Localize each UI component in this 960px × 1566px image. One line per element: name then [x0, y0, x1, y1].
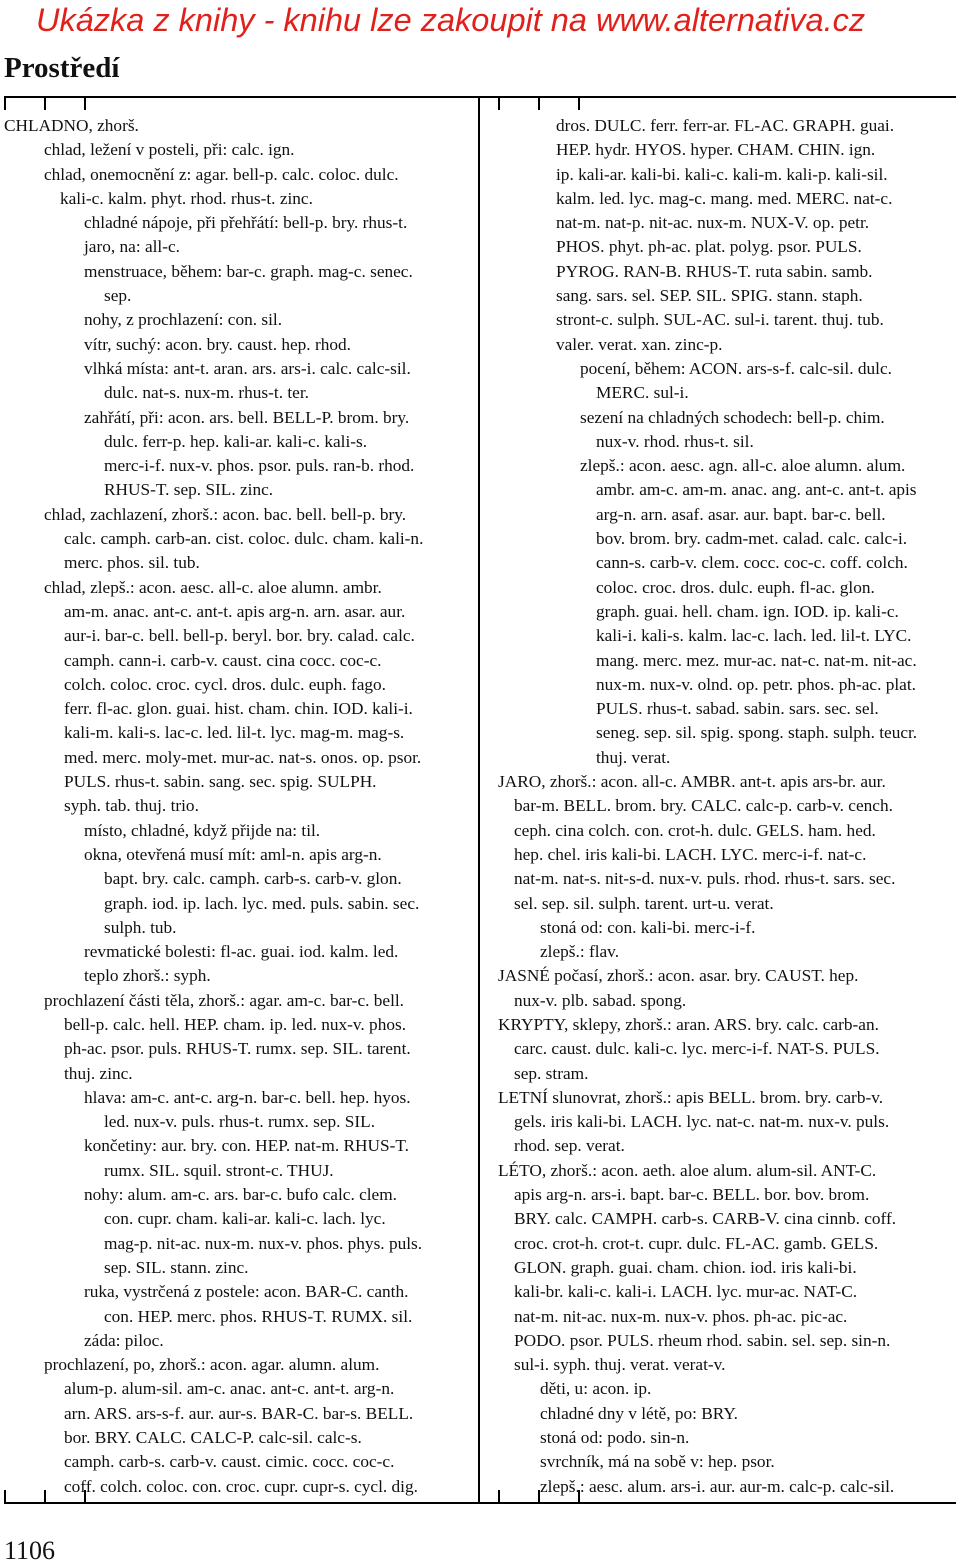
- text-line: graph. iod. ip. lach. lyc. med. puls. sabin. sec.: [104, 893, 420, 913]
- text-line: PODO. psor. PULS. rheum rhod. sabin. sel. sep. sin-n.: [514, 1330, 891, 1350]
- text-line: PHOS. phyt. ph-ac. plat. polyg. psor. PULS.: [556, 237, 862, 257]
- text-line: chlad, zlepš.: acon. aesc. all-c. aloe alumn. ambr.: [44, 577, 382, 597]
- rule-tick: [578, 96, 580, 110]
- rule-tick: [44, 96, 46, 110]
- text-line: mag-p. nit-ac. nux-m. nux-v. phos. phys. puls.: [104, 1233, 423, 1253]
- promo-banner[interactable]: Ukázka z knihy - knihu lze zakoupit na www.alternativa.cz: [36, 2, 866, 38]
- text-line: sulph. tub.: [104, 917, 177, 937]
- text-line: sang. sars. sel. SEP. SIL. SPIG. stann. staph.: [556, 286, 863, 306]
- text-line: sep.: [104, 286, 132, 306]
- text-line: sezení na chladných schodech: bell-p. chim.: [580, 407, 885, 427]
- text-line: arg-n. arn. asaf. asar. aur. bapt. bar-c. bell.: [596, 504, 886, 524]
- text-line: arn. ARS. ars-s-f. aur. aur-s. BAR-C. bar-s. BELL.: [64, 1403, 414, 1423]
- text-line: hlava: am-c. ant-c. arg-n. bar-c. bell. hep. hyos.: [84, 1087, 411, 1107]
- text-line: med. merc. moly-met. mur-ac. nat-s. onos. op. psor.: [64, 747, 422, 767]
- text-line: vlhká místa: ant-t. aran. ars. ars-i. calc. calc-sil.: [84, 358, 411, 378]
- text-line: sel. sep. sil. sulph. tarent. urt-u. verat.: [514, 893, 774, 913]
- text-line: zlepš.: flav.: [540, 942, 620, 962]
- text-line: děti, u: acon. ip.: [540, 1379, 652, 1399]
- text-line: bor. BRY. CALC. CALC-P. calc-sil. calc-s.: [64, 1428, 362, 1448]
- text-line: BRY. calc. CAMPH. carb-s. CARB-V. cina cinnb. coff.: [514, 1209, 897, 1229]
- bottom-rule: [4, 1502, 956, 1504]
- column-divider: [478, 96, 480, 1504]
- text-line: dulc. nat-s. nux-m. rhus-t. ter.: [104, 383, 309, 403]
- text-line: hep. chel. iris kali-bi. LACH. LYC. merc-i-f. nat-c.: [514, 844, 867, 864]
- left-column: [4, 114, 460, 1499]
- text-line: zlepš.: aesc. alum. ars-i. aur. aur-m. calc-p. calc-sil.: [540, 1476, 895, 1496]
- rule-tick: [84, 96, 86, 110]
- text-line: teplo zhorš.: syph.: [84, 966, 211, 986]
- text-line: nux-v. rhod. rhus-t. sil.: [596, 431, 754, 451]
- section-title: Prostředí: [4, 52, 120, 84]
- text-line: camph. cann-i. carb-v. caust. cina cocc. coc-c.: [64, 650, 382, 670]
- text-line: seneg. sep. sil. spig. spong. staph. sulph. teucr.: [596, 723, 918, 743]
- text-line: dros. DULC. ferr. ferr-ar. FL-AC. GRAPH. guai.: [556, 116, 895, 135]
- text-line: revmatické bolesti: fl-ac. guai. iod. kalm. led.: [84, 942, 399, 962]
- text-line: bov. brom. bry. cadm-met. calad. calc. calc-i.: [596, 529, 908, 549]
- text-line: GLON. graph. guai. cham. chion. iod. iris kali-bi.: [514, 1257, 857, 1277]
- text-line: prochlazení části těla, zhorš.: agar. am-c. bar-c. bell.: [44, 990, 404, 1010]
- text-line: PULS. rhus-t. sabin. sang. sec. spig. SULPH.: [64, 772, 377, 792]
- text-line: sul-i. syph. thuj. verat. verat-v.: [514, 1355, 726, 1375]
- text-line: croc. crot-h. crot-t. cupr. dulc. FL-AC. gamb. GELS.: [514, 1233, 879, 1253]
- rule-tick: [4, 96, 6, 110]
- text-line: con. HEP. merc. phos. RHUS-T. RUMX. sil.: [104, 1306, 413, 1326]
- text-line: stront-c. sulph. SUL-AC. sul-i. tarent. thuj. tub.: [556, 310, 884, 330]
- text-line: ferr. fl-ac. glon. guai. hist. cham. chin. IOD. kali-i.: [64, 699, 413, 719]
- text-line: HEP. hydr. HYOS. hyper. CHAM. CHIN. ign.: [556, 140, 876, 160]
- text-line: ceph. cina colch. con. crot-h. dulc. GELS. ham. hed.: [514, 820, 876, 840]
- text-line: stoná od: podo. sin-n.: [540, 1428, 690, 1448]
- right-column: [498, 114, 952, 1499]
- text-line: nat-m. nat-s. nit-s-d. nux-v. puls. rhod. rhus-t. sars. sec.: [514, 869, 896, 889]
- text-line: nohy, z prochlazení: con. sil.: [84, 310, 283, 330]
- text-line: JASNÉ počasí, zhorš.: acon. asar. bry. CAUST. hep.: [498, 966, 859, 986]
- text-line: ruka, vystrčená z postele: acon. BAR-C. canth.: [84, 1282, 409, 1302]
- text-line: mang. merc. mez. mur-ac. nat-c. nat-m. nit-ac.: [596, 650, 917, 670]
- text-line: svrchník, má na sobě v: hep. psor.: [540, 1452, 775, 1472]
- text-line: dulc. ferr-p. hep. kali-ar. kali-c. kali-s.: [104, 431, 368, 451]
- text-line: CHLADNO, zhorš.: [4, 116, 139, 135]
- text-line: chlad, onemocnění z: agar. bell-p. calc. coloc. dulc.: [44, 164, 399, 184]
- page-number: 1106: [4, 1536, 56, 1565]
- text-line: nux-m. nux-v. olnd. op. petr. phos. ph-ac. plat.: [596, 674, 916, 694]
- text-line: nat-m. nit-ac. nux-m. nux-v. phos. ph-ac. pic-ac.: [514, 1306, 848, 1326]
- text-line: apis arg-n. ars-i. bapt. bar-c. BELL. bor. bov. brom.: [514, 1185, 870, 1205]
- text-line: chladné dny v létě, po: BRY.: [540, 1403, 738, 1423]
- text-line: ambr. am-c. am-m. anac. ang. ant-c. ant-t. apis: [596, 480, 917, 500]
- text-line: coloc. croc. dros. dulc. euph. fl-ac. glon.: [596, 577, 875, 597]
- text-line: LÉTO, zhorš.: acon. aeth. aloe alum. alum-sil. ANT-C.: [498, 1160, 877, 1180]
- text-line: kali-i. kali-s. kalm. lac-c. lach. led. lil-t. LYC.: [596, 626, 912, 646]
- text-line: thuj. zinc.: [64, 1063, 133, 1083]
- text-line: led. nux-v. puls. rhus-t. rumx. sep. SIL.: [104, 1112, 376, 1132]
- text-line: kali-c. kalm. phyt. rhod. rhus-t. zinc.: [60, 188, 313, 208]
- text-line: RHUS-T. sep. SIL. zinc.: [104, 480, 274, 500]
- text-line: vítr, suchý: acon. bry. caust. hep. rhod.: [84, 334, 351, 354]
- text-line: colch. coloc. croc. cycl. dros. dulc. euph. fago.: [64, 674, 386, 694]
- text-line: JARO, zhorš.: acon. all-c. AMBR. ant-t. apis ars-br. aur.: [498, 772, 886, 792]
- text-line: nat-m. nat-p. nit-ac. nux-m. NUX-V. op. petr.: [556, 213, 870, 233]
- text-line: syph. tab. thuj. trio.: [64, 796, 199, 816]
- text-line: am-m. anac. ant-c. ant-t. apis arg-n. arn. asar. aur.: [64, 601, 406, 621]
- text-line: gels. iris kali-bi. LACH. lyc. nat-c. nat-m. nux-v. puls.: [514, 1112, 890, 1132]
- text-line: zahřátí, při: acon. ars. bell. BELL-P. brom. bry.: [84, 407, 410, 427]
- text-line: chladné nápoje, při přehřátí: bell-p. bry. rhus-t.: [84, 213, 408, 233]
- text-line: nohy: alum. am-c. ars. bar-c. bufo calc. clem.: [84, 1185, 397, 1205]
- text-line: cann-s. carb-v. clem. cocc. coc-c. coff. colch.: [596, 553, 908, 573]
- top-rule: [4, 96, 956, 98]
- text-line: bell-p. calc. hell. HEP. cham. ip. led. nux-v. phos.: [64, 1014, 407, 1034]
- text-line: kalm. led. lyc. mag-c. mang. med. MERC. nat-c.: [556, 188, 893, 208]
- text-line: kali-m. kali-s. lac-c. led. lil-t. lyc. mag-m. mag-s.: [64, 723, 405, 743]
- text-line: valer. verat. xan. zinc-p.: [556, 334, 723, 354]
- text-line: menstruace, během: bar-c. graph. mag-c. senec.: [84, 261, 413, 281]
- text-line: kali-br. kali-c. kali-i. LACH. lyc. mur-ac. NAT-C.: [514, 1282, 858, 1302]
- rule-tick: [498, 96, 500, 110]
- text-line: aur-i. bar-c. bell. bell-p. beryl. bor. bry. calad. calc.: [64, 626, 415, 646]
- text-line: calc. camph. carb-an. cist. coloc. dulc. cham. kali-n.: [64, 529, 424, 549]
- text-line: ph-ac. psor. puls. RHUS-T. rumx. sep. SIL. tarent.: [64, 1039, 411, 1059]
- text-line: pocení, během: ACON. ars-s-f. calc-sil. dulc.: [580, 358, 892, 378]
- text-line: KRYPTY, sklepy, zhorš.: aran. ARS. bry. calc. carb-an.: [498, 1014, 879, 1034]
- text-line: merc-i-f. nux-v. phos. psor. puls. ran-b. rhod.: [104, 456, 415, 476]
- text-line: záda: piloc.: [84, 1330, 164, 1350]
- text-line: jaro, na: all-c.: [84, 237, 180, 257]
- text-line: coff. colch. coloc. con. croc. cupr. cupr-s. cycl. dig.: [64, 1476, 418, 1496]
- text-line: alum-p. alum-sil. am-c. anac. ant-c. ant-t. arg-n.: [64, 1379, 395, 1399]
- text-line: okna, otevřená musí mít: aml-n. apis arg-n.: [84, 844, 382, 864]
- text-line: merc. phos. sil. tub.: [64, 553, 200, 573]
- text-line: bar-m. BELL. brom. bry. CALC. calc-p. carb-v. cench.: [514, 796, 893, 816]
- text-line: rhod. sep. verat.: [514, 1136, 625, 1156]
- text-line: thuj. verat.: [596, 747, 671, 767]
- text-line: bapt. bry. calc. camph. carb-s. carb-v. glon.: [104, 869, 402, 889]
- text-line: PYROG. RAN-B. RHUS-T. ruta sabin. samb.: [556, 261, 873, 281]
- text-line: LETNÍ slunovrat, zhorš.: apis BELL. brom. bry. carb-v.: [498, 1087, 884, 1107]
- text-line: zlepš.: acon. aesc. agn. all-c. aloe alumn. alum.: [580, 456, 906, 476]
- text-line: rumx. SIL. squil. stront-c. THUJ.: [104, 1160, 334, 1180]
- rule-tick: [538, 96, 540, 110]
- text-line: sep. stram.: [514, 1063, 589, 1083]
- text-line: graph. guai. hell. cham. ign. IOD. ip. kali-c.: [596, 601, 899, 621]
- text-line: PULS. rhus-t. sabad. sabin. sars. sec. sel.: [596, 699, 879, 719]
- text-line: nux-v. plb. sabad. spong.: [514, 990, 687, 1010]
- text-line: končetiny: aur. bry. con. HEP. nat-m. RHUS-T.: [84, 1136, 409, 1156]
- text-line: camph. carb-s. carb-v. caust. cimic. cocc. coc-c.: [64, 1452, 395, 1472]
- text-line: carc. caust. dulc. kali-c. lyc. merc-i-f. NAT-S. PULS.: [514, 1039, 880, 1059]
- text-line: místo, chladné, když přijde na: til.: [84, 820, 321, 840]
- text-line: sep. SIL. stann. zinc.: [104, 1257, 249, 1277]
- text-line: stoná od: con. kali-bi. merc-i-f.: [540, 917, 756, 937]
- text-line: prochlazení, po, zhorš.: acon. agar. alumn. alum.: [44, 1355, 380, 1375]
- text-line: MERC. sul-i.: [596, 383, 689, 403]
- text-line: ip. kali-ar. kali-bi. kali-c. kali-m. kali-p. kali-sil.: [556, 164, 888, 184]
- text-line: con. cupr. cham. kali-ar. kali-c. lach. lyc.: [104, 1209, 386, 1229]
- text-line: chlad, zachlazení, zhorš.: acon. bac. bell. bell-p. bry.: [44, 504, 407, 524]
- text-line: chlad, ležení v posteli, při: calc. ign.: [44, 140, 295, 160]
